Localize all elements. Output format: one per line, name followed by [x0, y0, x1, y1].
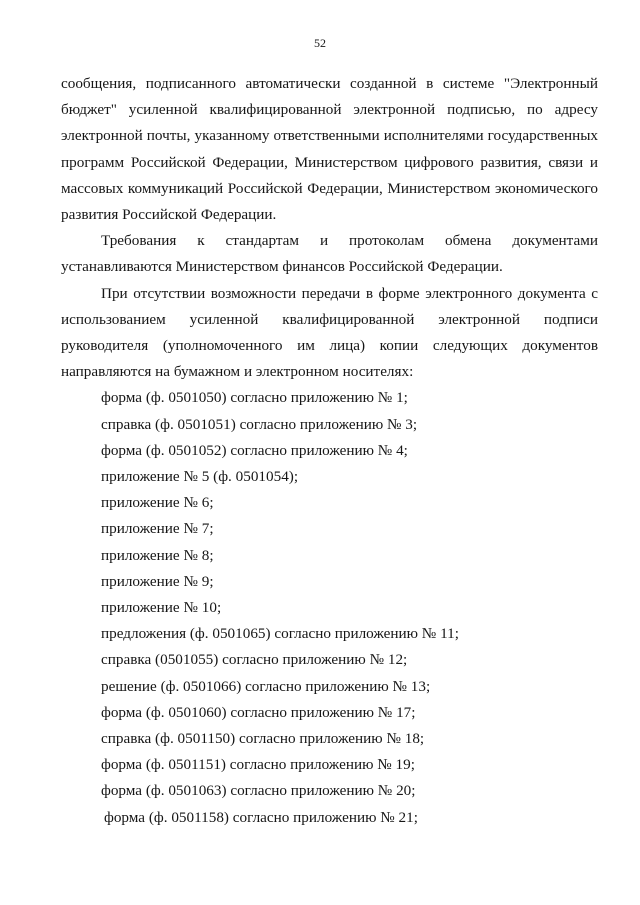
list-item: приложение № 10; [101, 599, 222, 617]
paragraph-paper-copies: При отсутствии возможности передачи в форме электронного документа с использованием усиленной квалифицированной электронной подписи руководителя (уполномоченного им лица) копии следующих документов направляются на бумажном и электронном носителях: [61, 284, 598, 381]
document-body [61, 71, 598, 831]
paragraph-requirements: Требования к стандартам и протоколам обмена документами устанавливаются Министерством финансов Российской Федерации. [61, 232, 598, 276]
list-item: форма (ф. 0501052) согласно приложению № 4; [101, 441, 408, 459]
list-item: приложение № 9; [101, 572, 214, 590]
list-item: приложение № 7; [101, 520, 214, 538]
list-item: приложение № 8; [101, 546, 214, 564]
list-item: форма (ф. 0501158) согласно приложению № 21; [104, 808, 418, 826]
document-list [61, 385, 598, 830]
paragraph-continuation: сообщения, подписанного автоматически созданной в системе "Электронный бюджет" усиленной квалифицированной электронной подписью, по адресу электронной почты, указанному ответственными исполнителями государственных программ Российской Федерации, Министерством цифрового развития, связи и массовых коммуникаций Российской Федерации, Министерством экономического развития Российской Федерации. [61, 75, 598, 224]
list-item: справка (ф. 0501051) согласно приложению № 3; [101, 415, 418, 433]
list-item: справка (0501055) согласно приложению № 12; [101, 651, 408, 669]
page-number: 52 [314, 36, 326, 50]
list-item: форма (ф. 0501050) согласно приложению № 1; [101, 389, 408, 407]
list-item: форма (ф. 0501060) согласно приложению № 17; [101, 703, 416, 721]
list-item: приложение № 6; [101, 494, 214, 512]
list-item: форма (ф. 0501063) согласно приложению № 20; [101, 782, 416, 800]
list-item: приложение № 5 (ф. 0501054); [101, 468, 299, 486]
list-item: решение (ф. 0501066) согласно приложению № 13; [101, 677, 431, 695]
list-item: справка (ф. 0501150) согласно приложению № 18; [101, 730, 425, 748]
list-item: форма (ф. 0501151) согласно приложению № 19; [101, 756, 415, 774]
list-item: предложения (ф. 0501065) согласно приложению № 11; [101, 625, 459, 643]
